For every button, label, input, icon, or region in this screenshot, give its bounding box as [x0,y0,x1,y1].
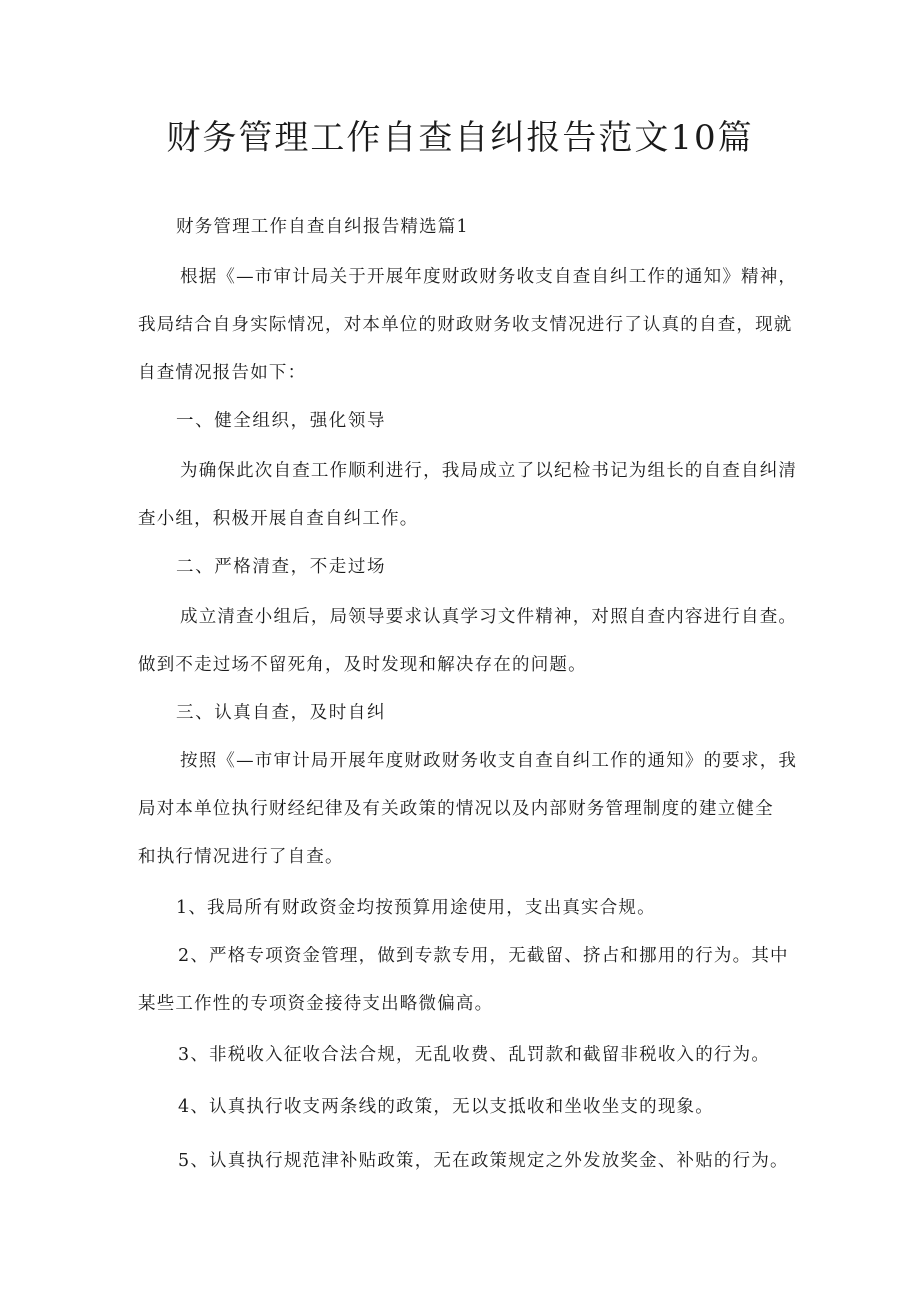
paragraph-3-line-1: 成立清查小组后，局领导要求认真学习文件精神，对照自查内容进行自查。 [180,607,798,627]
paragraph-2-line-1: 为确保此次自查工作顺利进行，我局成立了以纪检书记为组长的自查自纠清 [180,461,798,481]
paragraph-3-line-2: 做到不走过场不留死角，及时发现和解决存在的问题。 [138,655,587,675]
list-item-2-line-1: 2、严格专项资金管理，做到专款专用，无截留、挤占和挪用的行为。其中 [178,946,789,966]
paragraph-4-line-3: 和执行情况进行了自查。 [138,847,344,867]
heading-3: 三、认真自查，及时自纠 [176,703,387,723]
paragraph-1-line-3: 自查情况报告如下： [138,363,307,383]
paragraph-1-line-2: 我局结合自身实际情况，对本单位的财政财务收支情况进行了认真的自查，现就 [138,315,793,335]
list-item-1: 1、我局所有财政资金均按预算用途使用，支出真实合规。 [176,898,656,918]
document-title: 财务管理工作自查自纠报告范文10篇 [166,118,754,158]
paragraph-2-line-2: 查小组，积极开展自查自纠工作。 [138,509,419,529]
paragraph-1-line-1: 根据《—市审计局关于开展年度财政财务收支自查自纠工作的通知》精神， [180,267,798,287]
list-item-4: 4、认真执行收支两条线的政策，无以支抵收和坐收坐支的现象。 [178,1097,714,1117]
paragraph-4-line-1: 按照《—市审计局开展年度财政财务收支自查自纠工作的通知》的要求，我 [180,751,798,771]
heading-2: 二、严格清查，不走过场 [176,557,387,577]
paragraph-4-line-2: 局对本单位执行财经纪律及有关政策的情况以及内部财务管理制度的建立健全 [138,799,774,819]
section-subtitle: 财务管理工作自查自纠报告精选篇1 [176,217,469,237]
list-item-2-line-2: 某些工作性的专项资金接待支出略微偏高。 [138,994,494,1014]
heading-1: 一、健全组织，强化领导 [176,411,387,431]
list-item-3: 3、非税收入征收合法合规，无乱收费、乱罚款和截留非税收入的行为。 [178,1045,771,1065]
list-item-5: 5、认真执行规范津补贴政策，无在政策规定之外发放奖金、补贴的行为。 [178,1151,789,1171]
